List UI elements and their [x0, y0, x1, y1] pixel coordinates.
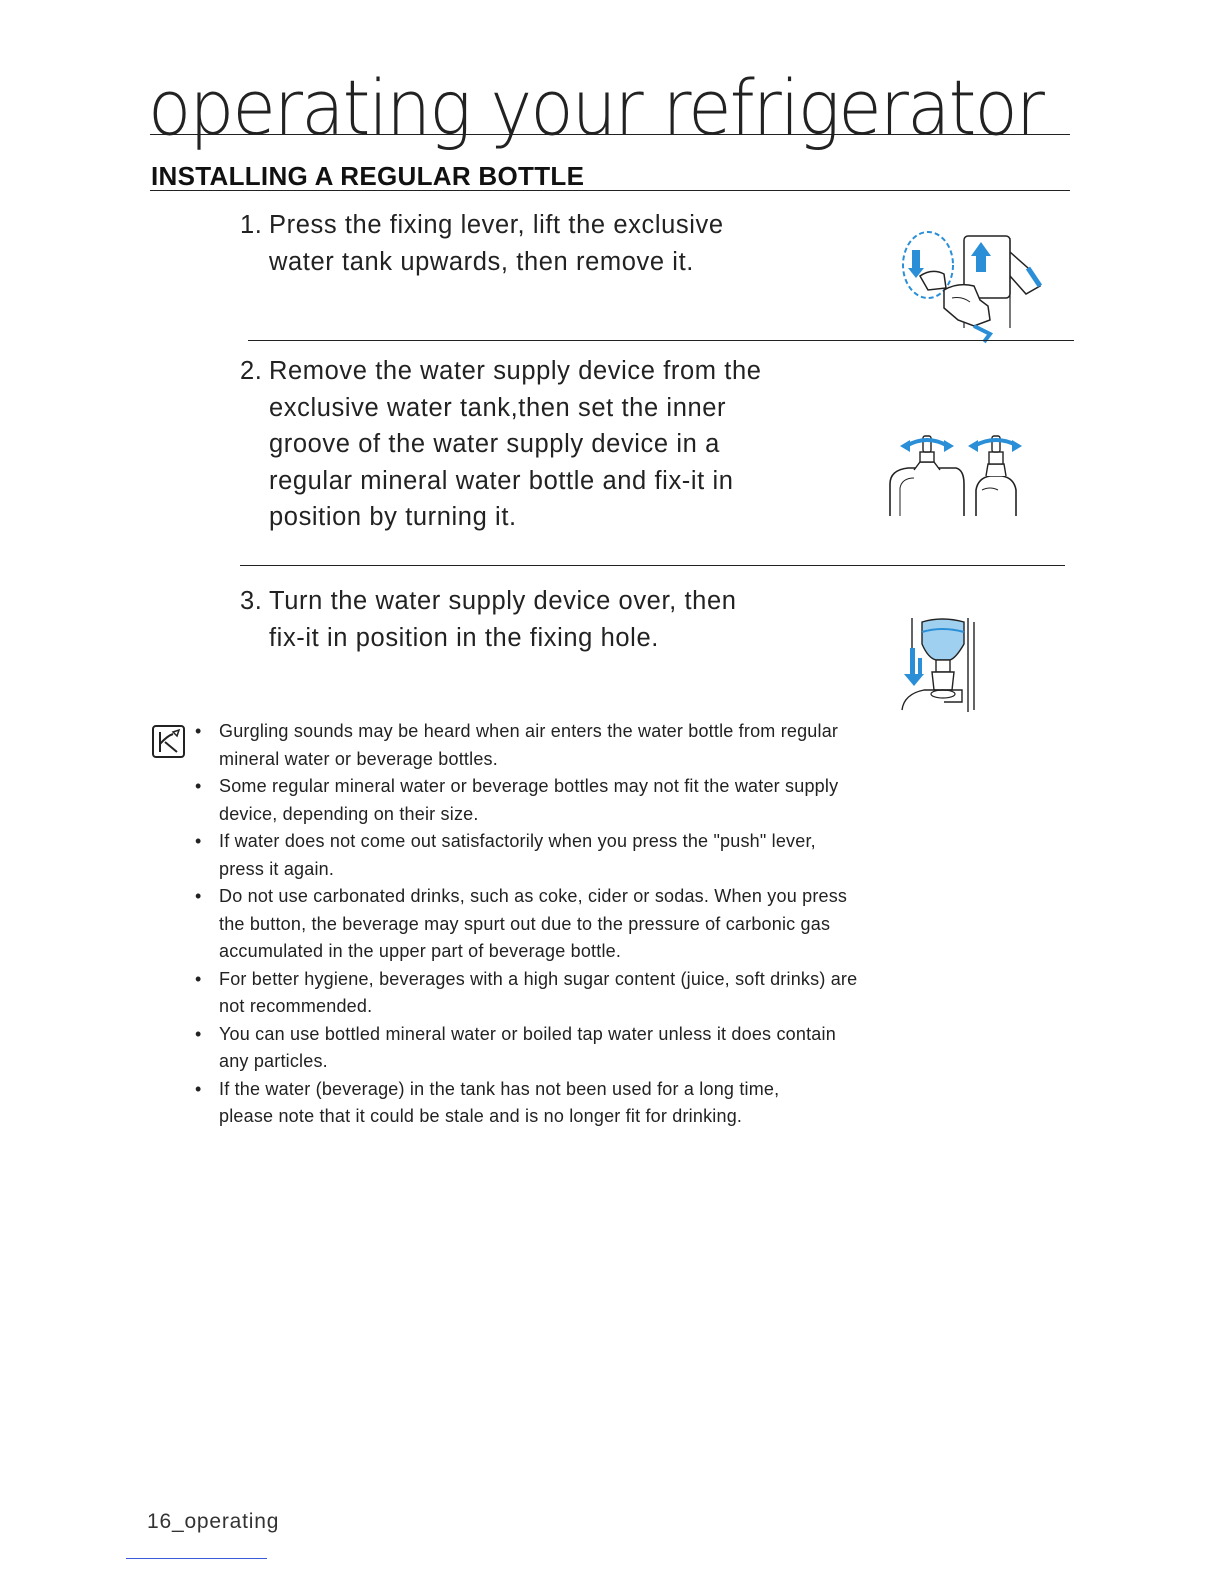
bullet: • — [195, 1078, 202, 1099]
bullet: • — [195, 776, 202, 796]
step-text-line: regular mineral water bottle and fix-it in — [269, 466, 734, 495]
step-text-line: Remove the water supply device from the — [269, 357, 762, 385]
note-line: If water does not come out satisfactorily when you press the "push" lever, — [219, 831, 816, 851]
bullet: • — [195, 886, 202, 906]
note-item — [193, 966, 953, 1021]
insert-bottle-illustration — [898, 614, 978, 714]
step-text-line: Press the fixing lever, lift the exclusive — [269, 211, 724, 239]
note-line: mineral water or beverage bottles. — [219, 748, 498, 769]
step-number: 2. — [240, 357, 263, 385]
step-text-line: groove of the water supply device in a — [269, 430, 720, 458]
note-line: Gurgling sounds may be heard when air enters the water bottle from regular — [219, 721, 839, 741]
note-line: device, depending on their size. — [219, 803, 479, 824]
note-item — [193, 1021, 953, 1076]
step-text-line: Turn the water supply device over, then — [269, 587, 737, 615]
step-divider — [240, 565, 1065, 566]
turn-supply-device-illustration — [886, 430, 1022, 518]
step-text-line: fix-it in position in the fixing hole. — [269, 623, 659, 652]
notes-list — [193, 718, 953, 1131]
section-rule — [150, 190, 1070, 191]
bullet: • — [195, 968, 202, 989]
footer-link-underline — [126, 1558, 267, 1559]
step-divider — [248, 340, 1074, 341]
note-item — [193, 718, 953, 773]
step-number: 1. — [240, 211, 263, 239]
bullet: • — [195, 721, 202, 741]
note-line: please note that it could be stale and is no longer fit for drinking. — [219, 1106, 743, 1126]
note-line: Do not use carbonated drinks, such as coke, cider or sodas. When you press — [219, 886, 848, 906]
page-title: operating your refrigerator — [148, 63, 1044, 152]
note-line: the button, the beverage may spurt out due to the pressure of carbonic gas — [219, 913, 831, 934]
note-item — [193, 883, 953, 966]
step-2 — [240, 353, 762, 536]
step-1 — [240, 207, 724, 280]
note-item — [193, 773, 953, 828]
bullet: • — [195, 831, 202, 851]
lift-water-tank-illustration — [898, 228, 1048, 344]
note-line: accumulated in the upper part of beverage bottle. — [219, 941, 622, 961]
step-text-line: water tank upwards, then remove it. — [269, 247, 694, 276]
step-text-line: exclusive water tank,then set the inner — [269, 393, 727, 422]
note-line: You can use bottled mineral water or boiled tap water unless it does contain — [219, 1023, 836, 1044]
note-line: not recommended. — [219, 996, 373, 1016]
note-line: For better hygiene, beverages with a high sugar content (juice, soft drinks) are — [219, 968, 858, 989]
step-text-line: position by turning it. — [269, 503, 517, 531]
note-item — [193, 1076, 953, 1131]
note-line: press it again. — [219, 858, 335, 879]
note-item — [193, 828, 953, 883]
section-heading: INSTALLING A REGULAR BOTTLE — [151, 161, 585, 191]
step-number: 3. — [240, 587, 263, 615]
note-line: any particles. — [219, 1051, 328, 1071]
note-line: If the water (beverage) in the tank has not been used for a long time, — [219, 1078, 780, 1099]
page-footer: 16_operating — [147, 1510, 280, 1533]
bullet: • — [195, 1023, 202, 1044]
note-icon — [151, 724, 187, 760]
title-rule — [150, 134, 1070, 135]
step-3 — [240, 583, 737, 656]
note-line: Some regular mineral water or beverage bottles may not fit the water supply — [219, 776, 839, 796]
